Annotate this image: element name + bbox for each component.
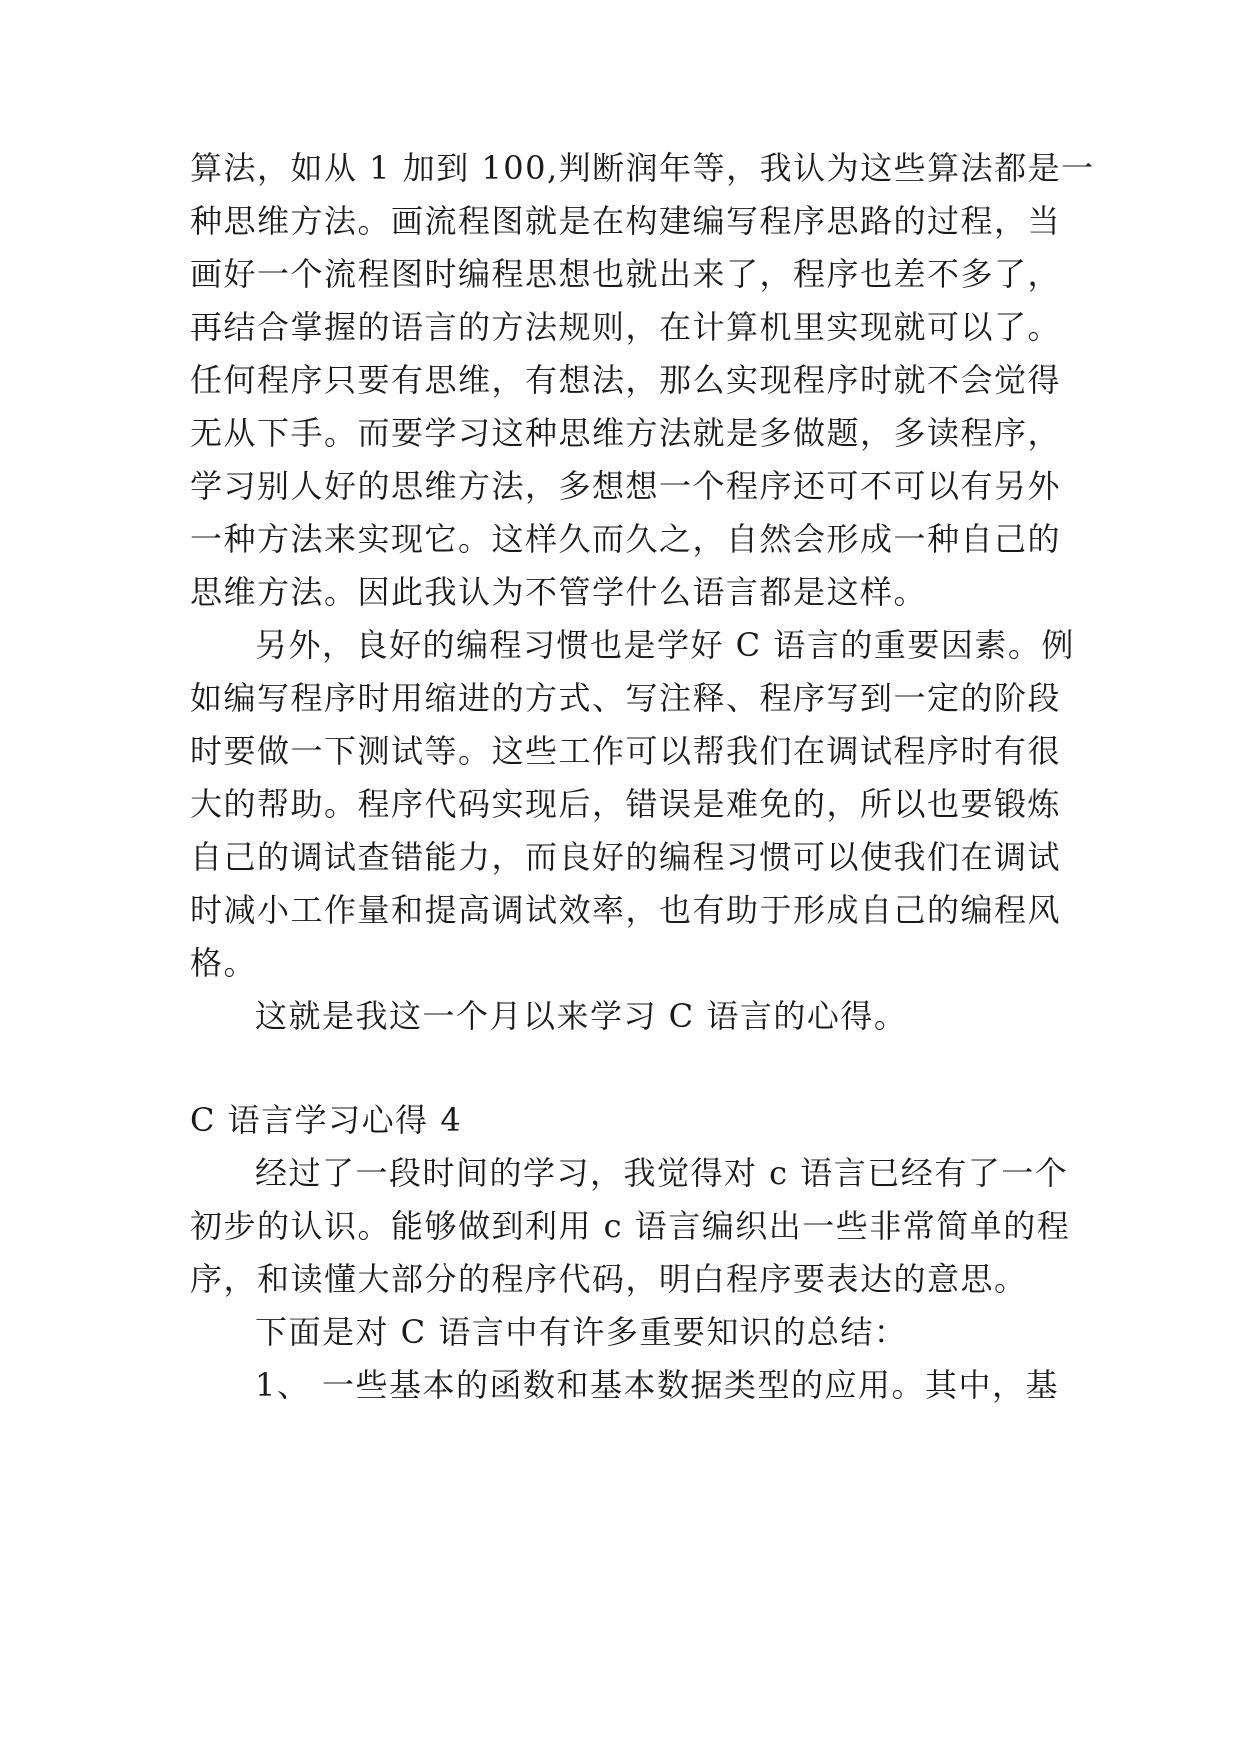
text-line: 自己的调试查错能力，而良好的编程习惯可以使我们在调试 [190,838,1062,876]
text-line: 学习别人好的思维方法，多想想一个程序还可不可以有另外 [190,467,1062,505]
text-line: 大的帮助。程序代码实现后，错误是难免的，所以也要锻炼 [190,785,1062,823]
text-line: 序，和读懂大部分的程序代码，明白程序要表达的意思。 [190,1260,1028,1298]
text-line: 画好一个流程图时编程思想也就出来了，程序也差不多了， [190,255,1062,293]
section-title: C 语言学习心得 4 [190,1101,463,1139]
text-line: 无从下手。而要学习这种思维方法就是多做题，多读程序， [190,414,1062,452]
text-line: 如编写程序时用缩进的方式、写注释、程序写到一定的阶段 [190,679,1062,717]
text-line: 算法，如从 1 加到 100,判断润年等，我认为这些算法都是一 [190,149,1095,187]
text-line: 思维方法。因此我认为不管学什么语言都是这样。 [190,573,928,611]
list-item: 1、 一些基本的函数和基本数据类型的应用。其中，基 [255,1366,1060,1404]
text-line: 任何程序只要有思维，有想法，那么实现程序时就不会觉得 [190,361,1062,399]
text-line: 再结合掌握的语言的方法规则，在计算机里实现就可以了。 [190,308,1062,346]
text-line: 时要做一下测试等。这些工作可以帮我们在调试程序时有很 [190,732,1062,770]
text-line: 经过了一段时间的学习，我觉得对 c 语言已经有了一个 [255,1154,1069,1192]
text-line: 种思维方法。画流程图就是在构建编写程序思路的过程，当 [190,202,1062,240]
text-line: 一种方法来实现它。这样久而久之，自然会形成一种自己的 [190,520,1062,558]
text-line: 时减小工作量和提高调试效率，也有助于形成自己的编程风 [190,891,1062,929]
text-line: 格。 [190,944,258,982]
text-line: 另外，良好的编程习惯也是学好 C 语言的重要因素。例 [255,626,1075,664]
text-line: 下面是对 C 语言中有许多重要知识的总结： [255,1313,908,1351]
text-line: 这就是我这一个月以来学习 C 语言的心得。 [255,997,908,1035]
text-line: 初步的认识。能够做到利用 c 语言编织出一些非常简单的程 [190,1207,1071,1245]
